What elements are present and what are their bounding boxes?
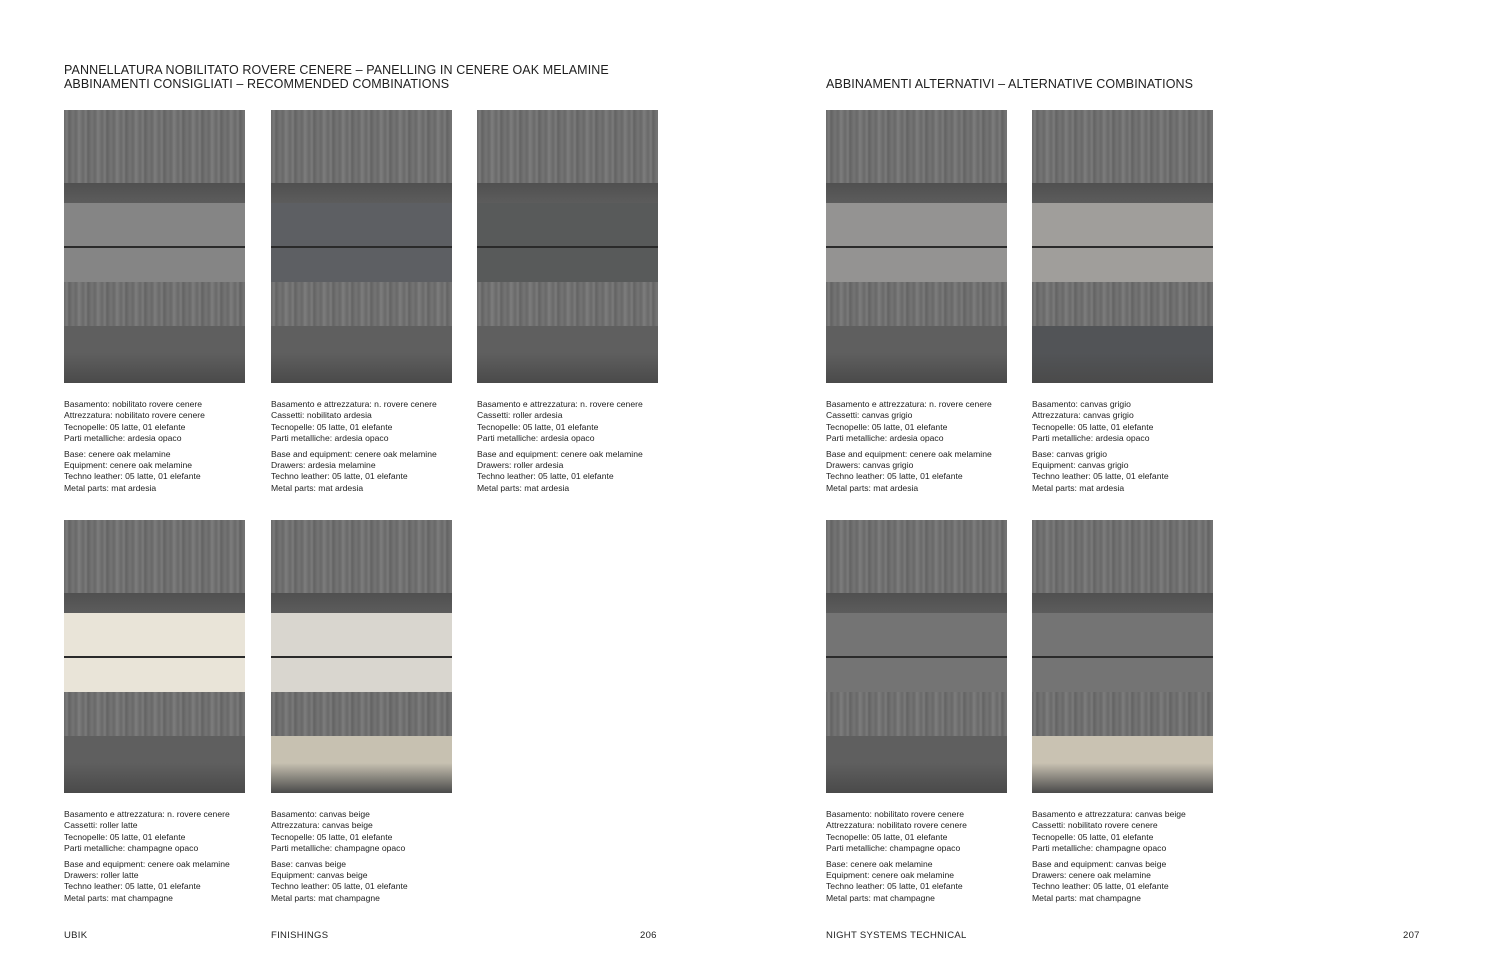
finish-specs [64,809,245,904]
specs-italian [64,809,245,855]
drawer-band [1032,658,1213,692]
heading-alternative: ABBINAMENTI ALTERNATIVI – ALTERNATIVE COMBINATIONS [826,77,1194,91]
wood-band [1032,282,1213,326]
wood-band [1032,520,1213,593]
wood-band [271,110,452,183]
specs-italian [1032,809,1213,855]
spec-line: Tecnopelle: 05 latte, 01 elefante [64,831,186,842]
spec-line: Metal parts: mat ardesia [477,482,570,493]
finish-card [271,110,452,494]
finish-card [826,110,1007,494]
wood-band [477,110,658,183]
base-band [64,326,245,353]
spec-line: Equipment: cenere oak melamine [826,870,955,881]
spec-line: Parti metalliche: champagne opaco [64,843,199,854]
spec-line: Tecnopelle: 05 latte, 01 elefante [826,421,948,432]
spec-line: Techno leather: 05 latte, 01 elefante [826,471,963,482]
drawer-band [271,619,452,656]
wood-band [271,692,452,736]
spec-line: Cassetti: nobilitato rovere cenere [1032,820,1158,831]
wood-band [64,520,245,593]
spec-line: Parti metalliche: ardesia opaco [271,433,389,444]
spec-line: Base: canvas beige [271,858,347,869]
spec-line: Parti metalliche: champagne opaco [826,843,961,854]
specs-italian [271,399,452,445]
base-band [826,736,1007,763]
shade-band [271,593,452,613]
spec-line: Techno leather: 05 latte, 01 elefante [826,881,963,892]
wood-band [64,692,245,736]
base-band [271,736,452,763]
footer-section-left: FINISHINGS [271,930,329,941]
spec-line: Cassetti: roller latte [64,820,138,831]
specs-english [826,449,1007,495]
footer-page-left: 206 [640,930,657,941]
spec-line: Basamento: canvas beige [271,809,370,819]
shade-band [64,593,245,613]
base-band [1032,326,1213,353]
drawer-band [1032,619,1213,656]
spec-line: Base and equipment: cenere oak melamine [64,858,230,869]
drawer-band [271,209,452,246]
shade-band [826,183,1007,203]
spec-line: Basamento: nobilitato rovere cenere [826,809,965,819]
spec-line: Metal parts: mat champagne [271,892,380,903]
shadow-band [64,353,245,383]
spec-line: Cassetti: canvas grigio [826,410,913,421]
specs-english [477,449,658,495]
finish-swatch-image [1032,110,1213,383]
footer-brand: UBIK [64,930,88,941]
spec-line: Parti metalliche: ardesia opaco [826,433,944,444]
wood-band [826,110,1007,183]
spec-line: Equipment: canvas grigio [1032,460,1129,471]
spec-line: Attrezzatura: canvas grigio [1032,410,1134,421]
spec-line: Attrezzatura: nobilitato rovere cenere [64,410,205,421]
spec-line: Cassetti: nobilitato ardesia [271,410,372,421]
finish-swatch-image [64,520,245,793]
finish-card [271,520,452,904]
spec-line: Parti metalliche: ardesia opaco [1032,433,1150,444]
finish-card [477,110,658,494]
spec-line: Drawers: roller ardesia [477,460,564,471]
footer-page-right: 207 [1403,930,1420,941]
spec-line: Basamento e attrezzatura: n. rovere cenere [477,399,643,409]
spec-line: Base and equipment: cenere oak melamine [271,448,437,459]
drawer-band [271,248,452,282]
drawer-band [64,248,245,282]
specs-english [1032,449,1213,495]
spec-line: Attrezzatura: nobilitato rovere cenere [826,820,967,831]
shade-band [1032,183,1213,203]
shadow-band [1032,763,1213,793]
footer-section-right: NIGHT SYSTEMS TECHNICAL [826,930,967,941]
spec-line: Techno leather: 05 latte, 01 elefante [64,881,201,892]
shadow-band [1032,353,1213,383]
shadow-band [271,763,452,793]
finish-swatch-image [64,110,245,383]
spec-line: Tecnopelle: 05 latte, 01 elefante [1032,421,1154,432]
spec-line: Basamento e attrezzatura: n. rovere cenere [64,809,230,819]
finish-specs [271,399,452,494]
right-page-heading [826,77,1193,91]
spec-line: Basamento: canvas grigio [1032,399,1131,409]
drawer-band [826,658,1007,692]
finish-swatch-image [1032,520,1213,793]
drawer-band [826,248,1007,282]
spec-line: Basamento: nobilitato rovere cenere [64,399,203,409]
spec-line: Cassetti: roller ardesia [477,410,563,421]
finish-specs [477,399,658,494]
spec-line: Techno leather: 05 latte, 01 elefante [64,471,201,482]
shadow-band [826,763,1007,793]
spec-line: Techno leather: 05 latte, 01 elefante [477,471,614,482]
spec-line: Base: cenere oak melamine [64,448,171,459]
drawer-band [826,619,1007,656]
spec-line: Techno leather: 05 latte, 01 elefante [1032,471,1169,482]
spec-line: Tecnopelle: 05 latte, 01 elefante [271,421,393,432]
finish-card [826,520,1007,904]
shade-band [1032,593,1213,613]
spec-line: Metal parts: mat ardesia [64,482,157,493]
spec-line: Metal parts: mat champagne [826,892,935,903]
base-band [1032,736,1213,763]
spec-line: Tecnopelle: 05 latte, 01 elefante [271,831,393,842]
spec-line: Parti metalliche: champagne opaco [1032,843,1167,854]
finish-swatch-image [477,110,658,383]
drawer-band [1032,209,1213,246]
spec-line: Basamento e attrezzatura: n. rovere cenere [271,399,437,409]
wood-band [1032,692,1213,736]
spec-line: Parti metalliche: champagne opaco [271,843,406,854]
shadow-band [64,763,245,793]
drawer-band [477,209,658,246]
spec-line: Basamento e attrezzatura: canvas beige [1032,809,1186,819]
finish-specs [1032,399,1213,494]
wood-band [826,692,1007,736]
shadow-band [826,353,1007,383]
spec-line: Base and equipment: cenere oak melamine [826,448,992,459]
finish-specs [826,809,1007,904]
spec-line: Tecnopelle: 05 latte, 01 elefante [64,421,186,432]
spec-line: Tecnopelle: 05 latte, 01 elefante [477,421,599,432]
spec-line: Metal parts: mat ardesia [826,482,919,493]
specs-english [271,449,452,495]
spec-line: Parti metalliche: ardesia opaco [477,433,595,444]
specs-italian [826,809,1007,855]
drawer-band [64,658,245,692]
wood-band [271,282,452,326]
specs-italian [64,399,245,445]
drawer-band [271,658,452,692]
finish-card [64,520,245,904]
specs-italian [271,809,452,855]
spec-line: Attrezzatura: canvas beige [271,820,373,831]
drawer-band [1032,248,1213,282]
drawer-band [64,619,245,656]
drawer-band [64,209,245,246]
spec-line: Metal parts: mat champagne [64,892,173,903]
spec-line: Metal parts: mat ardesia [271,482,364,493]
base-band [826,326,1007,353]
spec-line: Equipment: cenere oak melamine [64,460,193,471]
specs-english [271,859,452,905]
finish-specs [826,399,1007,494]
wood-band [826,282,1007,326]
finish-specs [271,809,452,904]
wood-band [477,282,658,326]
specs-english [64,449,245,495]
finish-card [1032,520,1213,904]
spec-line: Parti metalliche: ardesia opaco [64,433,182,444]
specs-english [64,859,245,905]
base-band [64,736,245,763]
drawer-band [477,248,658,282]
spec-line: Base: cenere oak melamine [826,858,933,869]
specs-italian [477,399,658,445]
wood-band [1032,110,1213,183]
base-band [477,326,658,353]
finish-swatch-image [271,520,452,793]
wood-band [64,282,245,326]
finish-card [1032,110,1213,494]
shade-band [826,593,1007,613]
spec-line: Drawers: roller latte [64,870,139,881]
spec-line: Techno leather: 05 latte, 01 elefante [271,881,408,892]
heading-line-2: ABBINAMENTI CONSIGLIATI – RECOMMENDED COMBINATIONS [64,77,450,91]
wood-band [826,520,1007,593]
spec-line: Tecnopelle: 05 latte, 01 elefante [826,831,948,842]
spec-line: Tecnopelle: 05 latte, 01 elefante [1032,831,1154,842]
shade-band [477,183,658,203]
drawer-band [826,209,1007,246]
specs-english [1032,859,1213,905]
spec-line: Drawers: ardesia melamine [271,460,376,471]
left-page-heading [64,63,609,91]
shadow-band [477,353,658,383]
spec-line: Metal parts: mat champagne [1032,892,1141,903]
specs-italian [1032,399,1213,445]
spec-line: Base and equipment: canvas beige [1032,858,1167,869]
finish-swatch-image [826,520,1007,793]
finish-card [64,110,245,494]
specs-english [826,859,1007,905]
spec-line: Techno leather: 05 latte, 01 elefante [1032,881,1169,892]
shadow-band [271,353,452,383]
spec-line: Drawers: cenere oak melamine [1032,870,1151,881]
finish-specs [64,399,245,494]
shade-band [271,183,452,203]
wood-band [64,110,245,183]
specs-italian [826,399,1007,445]
spec-line: Basamento e attrezzatura: n. rovere cenere [826,399,992,409]
shade-band [64,183,245,203]
spec-line: Drawers: canvas grigio [826,460,914,471]
spec-line: Base: canvas grigio [1032,448,1107,459]
finish-swatch-image [826,110,1007,383]
heading-line-1: PANNELLATURA NOBILITATO ROVERE CENERE – PANELLING IN CENERE OAK MELAMINE [64,63,609,77]
wood-band [271,520,452,593]
spec-line: Base and equipment: cenere oak melamine [477,448,643,459]
base-band [271,326,452,353]
spec-line: Metal parts: mat ardesia [1032,482,1125,493]
spec-line: Techno leather: 05 latte, 01 elefante [271,471,408,482]
spec-line: Equipment: canvas beige [271,870,368,881]
finish-swatch-image [271,110,452,383]
finish-specs [1032,809,1213,904]
